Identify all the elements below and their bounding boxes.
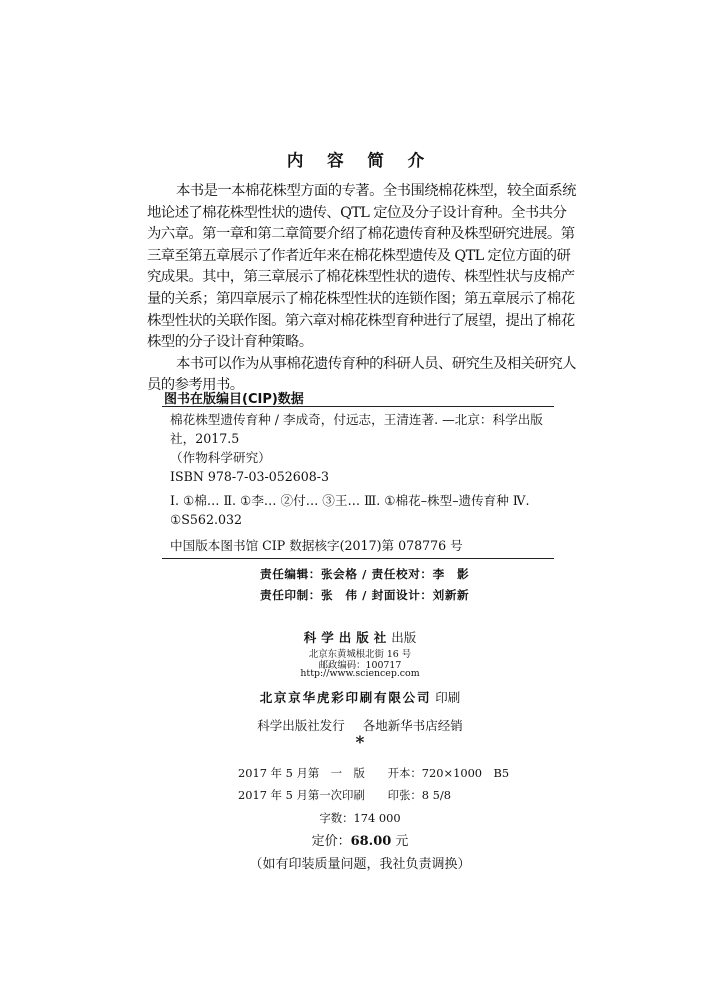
publisher-postcode: 邮政编码：100717: [318, 660, 402, 671]
edition-line: 2017 年 5 月第 一 版 开本：720×1000 B5: [238, 766, 510, 780]
cip-series: （作物科学研究）: [170, 450, 271, 465]
price-line: [0, 830, 720, 849]
cip-bottom-rule: [162, 558, 554, 559]
cip-block: [170, 410, 554, 486]
staff-line-1: 责任编辑：张会格 / 责任校对：李 影: [260, 567, 470, 581]
publisher-website: http://www.sciencep.com: [300, 668, 420, 679]
staff-line-2: 责任印制：张 伟 / 封面设计：刘新新: [260, 588, 470, 602]
price-unit: 元: [391, 834, 409, 849]
printer-line: [0, 688, 720, 706]
price-value: 68.00: [350, 834, 392, 849]
printer-suffix: 印刷: [435, 690, 461, 705]
page-title: 内 容 简 介: [286, 151, 434, 170]
cip-record: 中国版本图书馆 CIP 数据核字(2017)第 078776 号: [170, 538, 463, 553]
separator-star: *: [355, 733, 365, 753]
intro-text: [147, 181, 577, 397]
intro-paragraph-1: 本书是一本棉花株型方面的专著。全书围绕棉花株型，较全面系统地论述了棉花株型性状的遗传、QTL 定位及分子设计育种。全书共分为六章。第一章和第二章简要介绍了棉花遗传育种及株型研究进展。第三章至第五章展示了作者近年来在棉花株型遗传及 QTL 定位方面的研究成果。其中，第三章展示了棉花株型性状的遗传、株型性状与皮棉产量的关系；第四章展示了棉花株型性状的连锁作图；第五章展示了棉花株型性状的关联作图。第六章对棉花株型育种进行了展望，提出了棉花株型的分子设计育种策略。: [147, 183, 576, 351]
price-label: 定价：: [311, 834, 351, 849]
cip-top-rule: [162, 406, 554, 407]
intro-paragraph-2: 本书可以作为从事棉花遗传育种的科研人员、研究生及相关研究人员的参考用书。: [147, 355, 576, 394]
publisher-name: 科学出版社: [303, 630, 392, 645]
printing-line: 2017 年 5 月第一次印刷 印张：8 5/8: [238, 788, 451, 802]
quality-note: （如有印装质量问题，我社负责调换）: [249, 857, 471, 872]
cip-isbn: ISBN 978-7-03-052608-3: [170, 469, 330, 484]
publisher-suffix: 出版: [391, 630, 417, 645]
cip-classification: Ⅰ. ①棉… Ⅱ. ①李… ②付… ③王… Ⅲ. ①棉花–株型–遗传育种 Ⅳ. ①S562.032: [170, 493, 530, 527]
publisher-line: [0, 628, 720, 646]
cip-title-line: 棉花株型遗传育种 / 李成奇，付远志，王清连著. —北京：科学出版社，2017.5: [170, 412, 543, 446]
cip-heading: 图书在版编目(CIP)数据: [164, 392, 304, 407]
wordcount-line: 字数：174 000: [319, 811, 401, 825]
distribution-line: 科学出版社发行 各地新华书店经销: [257, 718, 463, 733]
printer-name: 北京京华虎彩印刷有限公司: [259, 690, 432, 705]
publisher-address: 北京东黄城根北街 16 号: [308, 649, 412, 660]
